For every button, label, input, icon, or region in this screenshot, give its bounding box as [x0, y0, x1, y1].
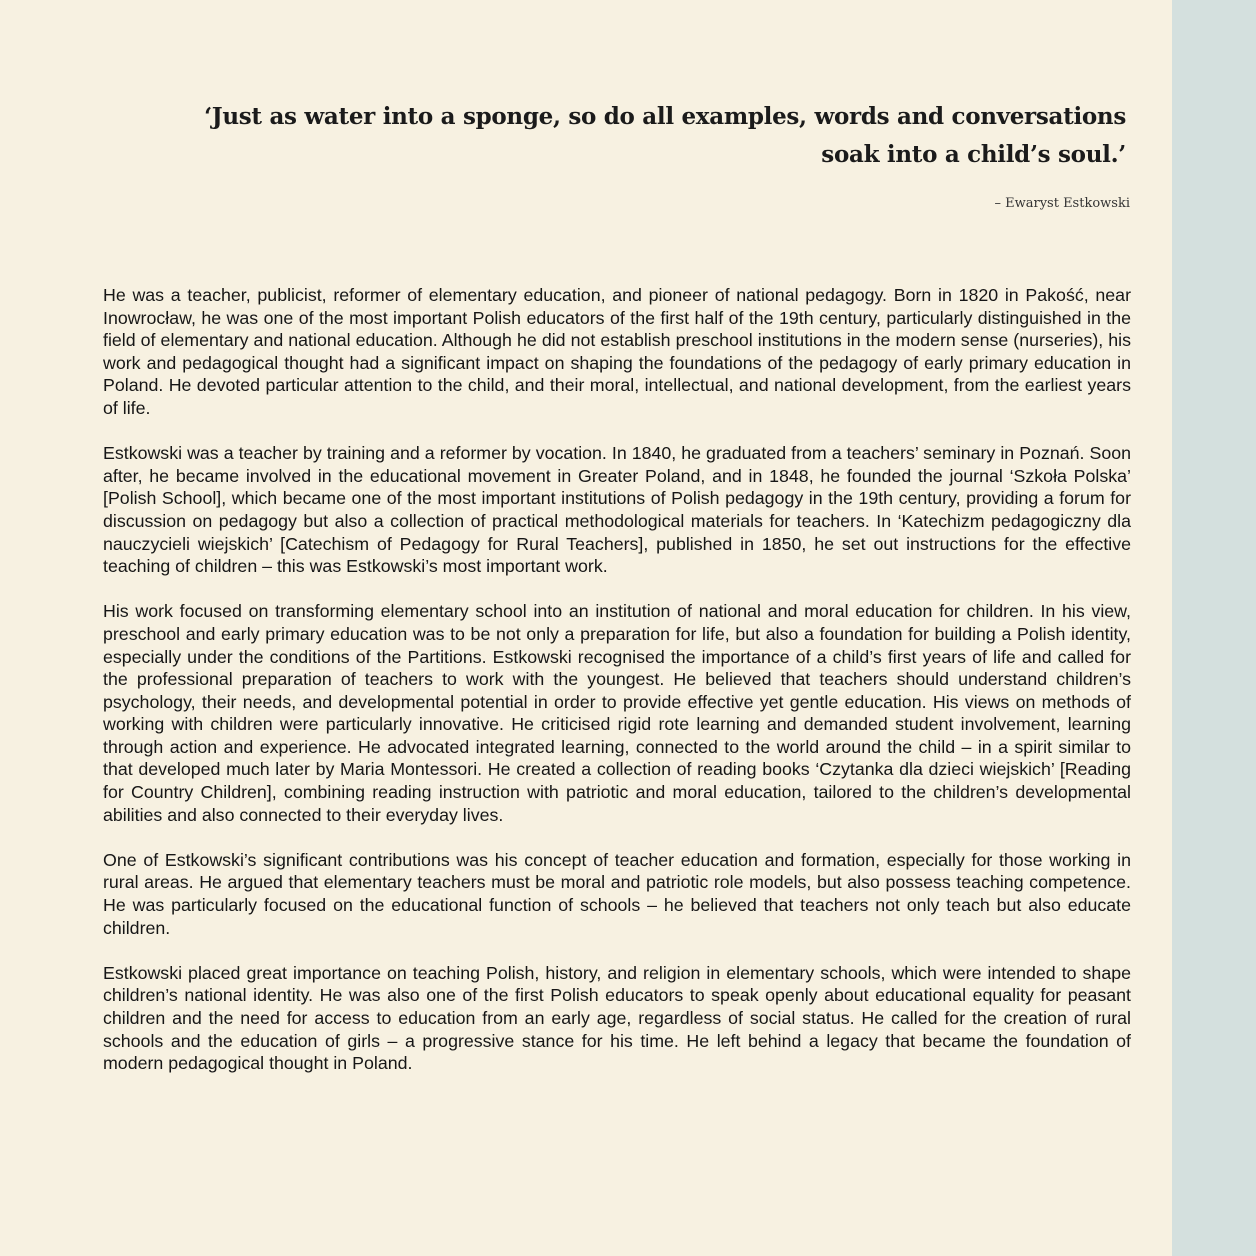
- epigraph-quote: [166, 98, 1126, 174]
- quote-line-1: ‘Just as water into a sponge, so do all examples, words and conversations: [204, 103, 1126, 130]
- side-margin-strip: [1172, 0, 1256, 1256]
- paragraph: Estkowski was a teacher by training and a reformer by vocation. In 1840, he graduated from a teachers’ seminary in Poznań. Soon after, he became involved in the educational movement in Greater Poland, and in 1848, he founded the journal ‘Szkoła Polska’ [Polish School], which became one of the most important institutions of Polish pedagogy in the 19th century, providing a forum for discussion on pedagogy but also a collection of practical methodological materials for teachers. In ‘Katechizm pedagogiczny dla nauczycieli wiejskich’ [Catechism of Pedagogy for Rural Teachers], published in 1850, he set out instructions for the effective teaching of children – this was Estkowski’s most important work.: [103, 443, 1131, 577]
- quote-attribution: – Ewaryst Estkowski: [994, 196, 1130, 211]
- paragraph: Estkowski placed great importance on teaching Polish, history, and religion in elementary schools, which were intended to shape children’s national identity. He was also one of the first Polish educators to speak openly about educational equality for peasant children and the need for access to education from an early age, regardless of social status. He called for the creation of rural schools and the education of girls – a progressive stance for his time. He left behind a legacy that became the foundation of modern pedagogical thought in Poland.: [103, 962, 1131, 1074]
- biography-text: [103, 284, 1131, 1097]
- quote-line-2: soak into a child’s soul.’: [821, 141, 1126, 168]
- paragraph: His work focused on transforming elementary school into an institution of national and moral education for children. In his view, preschool and early primary education was to be not only a preparation for life, but also a foundation for building a Polish identity, especially under the conditions of the Partitions. Estkowski recognised the importance of a child’s first years of life and called for the professional preparation of teachers to work with the youngest. He believed that teachers should understand children’s psychology, their needs, and developmental potential in order to provide effective yet gentle education. His views on methods of working with children were particularly innovative. He criticised rigid rote learning and demanded student involvement, learning through action and experience. He advocated integrated learning, connected to the world around the child – in a spirit similar to that developed much later by Maria Montessori. He created a collection of reading books ‘Czytanka dla dzieci wiejskich’ [Reading for Country Children], combining reading instruction with patriotic and moral education, tailored to the children’s developmental abilities and also connected to their everyday lives.: [103, 601, 1131, 825]
- paragraph: One of Estkowski’s significant contributions was his concept of teacher education and formation, especially for those working in rural areas. He argued that elementary teachers must be moral and patriotic role models, but also possess teaching competence. He was particularly focused on the educational function of schools – he believed that teachers not only teach but also educate children.: [103, 849, 1131, 938]
- paragraph: He was a teacher, publicist, reformer of elementary education, and pioneer of national pedagogy. Born in 1820 in Pakość, near Inowrocław, he was one of the most important Polish educators of the first half of the 19th century, particularly distinguished in the field of elementary and national education. Although he did not establish preschool institutions in the modern sense (nurseries), his work and pedagogical thought had a significant impact on shaping the foundations of the pedagogy of early primary education in Poland. He devoted particular attention to the child, and their moral, intellectual, and national development, from the earliest years of life.: [103, 285, 1131, 418]
